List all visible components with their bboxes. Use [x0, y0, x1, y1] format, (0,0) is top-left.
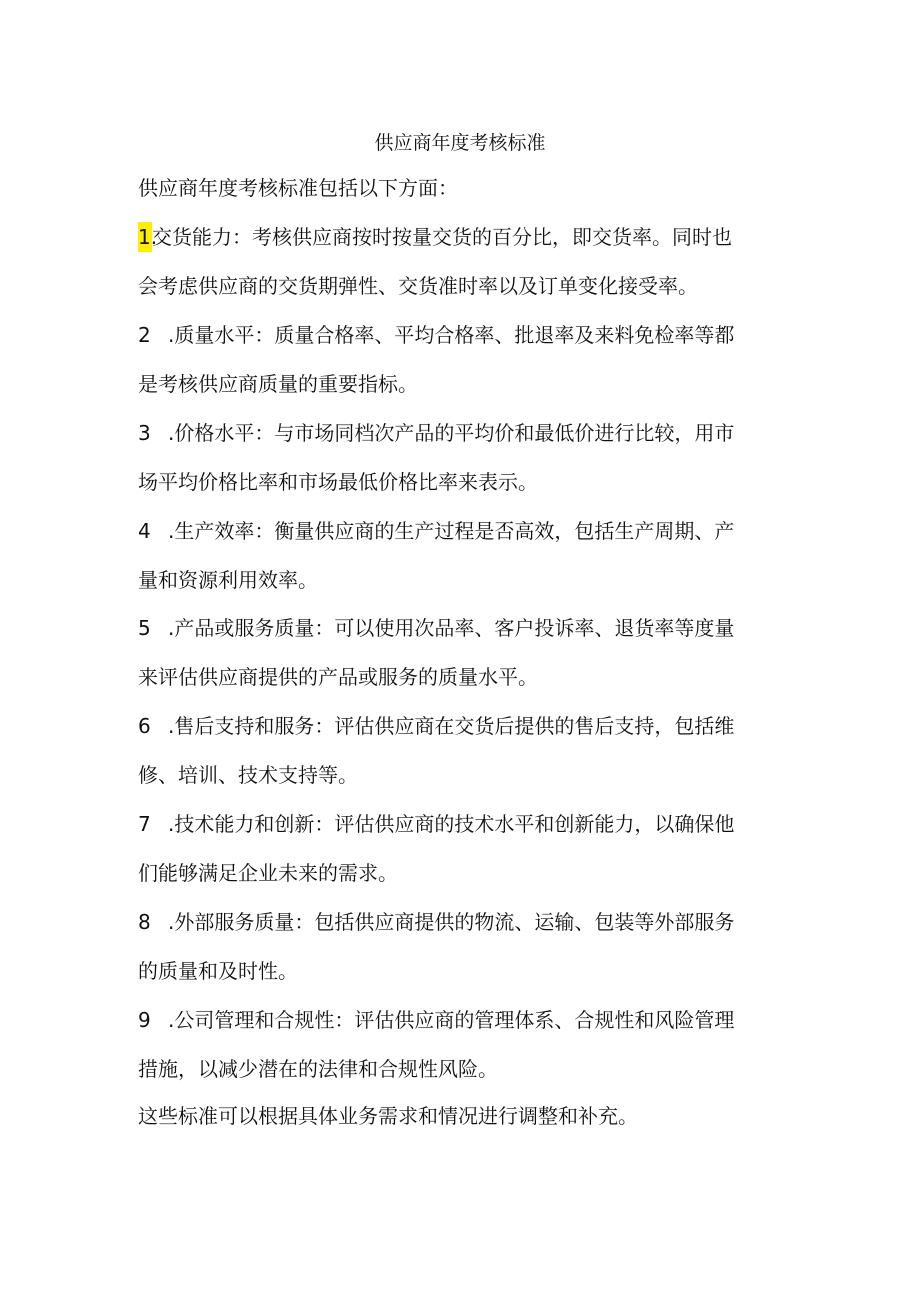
list-item	[138, 809, 788, 888]
intro-paragraph: 供应商年度考核标准包括以下方面：	[138, 176, 458, 200]
list-item	[138, 907, 788, 986]
item-number: 7	[138, 812, 151, 836]
item-text-continued: 们能够满足企业未来的需求。	[138, 861, 398, 885]
closing-paragraph: 这些标准可以根据具体业务需求和情况进行调整和补充。	[138, 1104, 638, 1128]
list-item	[138, 516, 788, 595]
item-number-highlighted: 1.	[138, 222, 152, 252]
list-item	[138, 711, 788, 790]
list-item	[138, 222, 788, 301]
item-number: 4	[138, 519, 151, 543]
item-text: .外部服务质量：包括供应商提供的物流、运输、包装等外部服务	[168, 910, 735, 934]
item-text: .技术能力和创新：评估供应商的技术水平和创新能力，以确保他	[168, 812, 735, 836]
item-text: .公司管理和合规性：评估供应商的管理体系、合规性和风险管理	[168, 1008, 735, 1032]
item-text: .产品或服务质量：可以使用次品率、客户投诉率、退货率等度量	[168, 616, 735, 640]
item-text-continued: 的质量和及时性。	[138, 959, 298, 983]
item-text-continued: 是考核供应商质量的重要指标。	[138, 372, 418, 396]
item-number: 5	[138, 616, 151, 640]
document-title: 供应商年度考核标准	[374, 132, 546, 154]
item-text-continued: 量和资源利用效率。	[138, 568, 318, 592]
list-item	[138, 1005, 788, 1084]
item-number: 9	[138, 1008, 151, 1032]
item-text-continued: 措施，以减少潜在的法律和合规性风险。	[138, 1057, 498, 1081]
item-number: 6	[138, 714, 151, 738]
item-number: 2	[138, 323, 151, 347]
item-number: 8	[138, 910, 151, 934]
item-text-continued: 会考虑供应商的交货期弹性、交货准时率以及订单变化接受率。	[138, 274, 698, 298]
list-item	[138, 418, 788, 497]
item-text: .生产效率：衡量供应商的生产过程是否高效，包括生产周期、产	[168, 519, 735, 543]
item-text: .质量水平：质量合格率、平均合格率、批退率及来料免检率等都	[168, 323, 735, 347]
item-text-continued: 场平均价格比率和市场最低价格比率来表示。	[138, 470, 538, 494]
item-text-continued: 来评估供应商提供的产品或服务的质量水平。	[138, 665, 538, 689]
list-item	[138, 320, 788, 399]
item-text-continued: 修、培训、技术支持等。	[138, 763, 358, 787]
list-item	[138, 613, 788, 692]
item-text: .价格水平：与市场同档次产品的平均价和最低价进行比较，用市	[168, 421, 735, 445]
item-text: 交货能力：考核供应商按时按量交货的百分比，即交货率。同时也	[152, 225, 732, 249]
item-number: 3	[138, 421, 151, 445]
item-text: .售后支持和服务：评估供应商在交货后提供的售后支持，包括维	[168, 714, 735, 738]
